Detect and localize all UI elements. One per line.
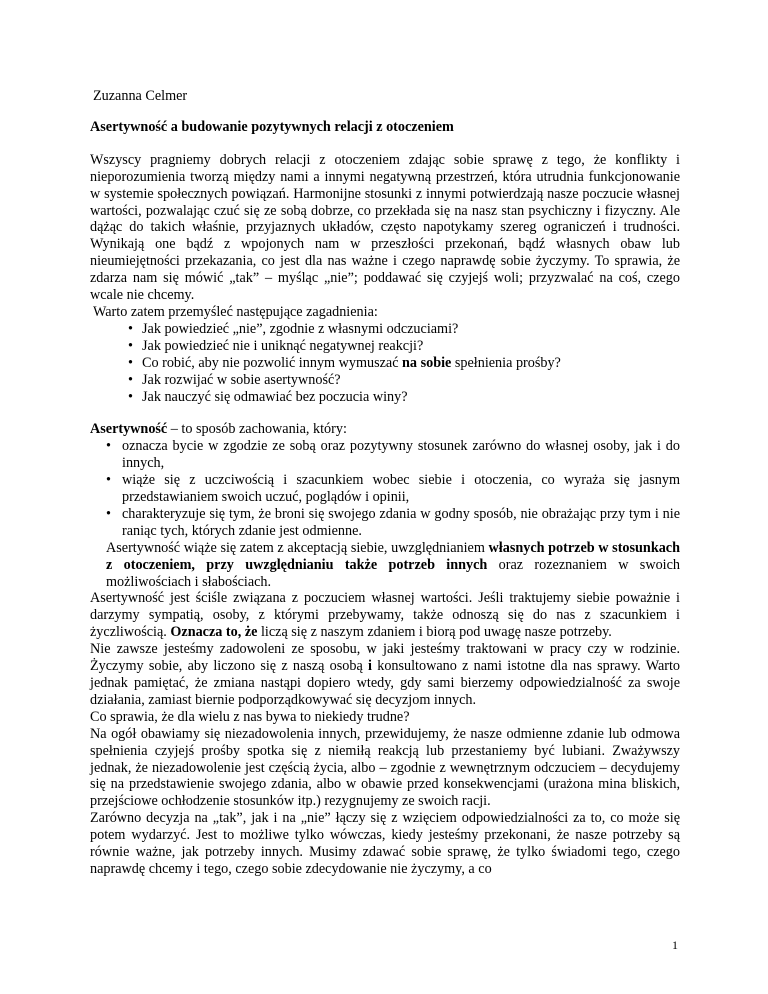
list-item: • wiąże się z uczciwością i szacunkiem wobec siebie i otoczenia, co wyraża się jasnym przedstawianiem swoich uczuć, poglądów i opinii,	[90, 472, 680, 506]
page-number: 1	[672, 938, 678, 952]
list-item: • Jak rozwijać w sobie asertywność?	[90, 372, 680, 389]
article-title: Asertywność a budowanie pozytywnych relacji z otoczeniem	[90, 118, 454, 135]
work-paragraph: Nie zawsze jesteśmy zadowoleni ze sposobu, w jaki jesteśmy traktowani w pracy czy w rodzinie. Życzymy sobie, aby liczono się z naszą osobą i konsultowano z nami istotne dla nas sprawy. Warto jednak pamiętać, że zmiana nastąpi dopiero wtedy, gdy sami bierzemy odpowiedzialność za swoje działania, zamiast biernie podporządkowywać się decyzjom innych.	[90, 641, 680, 708]
author-name: Zuzanna Celmer	[93, 88, 188, 104]
list-item: • oznacza bycie w zgodzie ze sobą oraz pozytywny stosunek zarówno do własnej osoby, jak i do innych,	[90, 438, 680, 472]
document-page	[90, 80, 680, 878]
acceptance-paragraph: Asertywność wiąże się zatem z akceptacją siebie, uwzględnianiem własnych potrzeb w stosunkach z otoczeniem, przy uwzględnianiu także potrzeb innych oraz rozeznaniem w swoich możliwościach i słabościach.	[106, 539, 680, 590]
decision-paragraph: Zarówno decyzja na „tak”, jak i na „nie” łączy się z wzięciem odpowiedzialności za to, co może się potem wydarzyć. Jest to możliwe tylko wówczas, kiedy jesteśmy przekonani, że nasze potrzeby są równie ważne, jak potrzeby innych. Musimy zdawać sobie sprawę, że tylko świadomi tego, czego naprawdę chcemy i tego, czego sobie zdecydowanie nie życzymy, a co	[90, 810, 680, 877]
list-item: • Jak powiedzieć nie i uniknąć negatywnej reakcji?	[90, 338, 680, 355]
intro-paragraph: Wszyscy pragniemy dobrych relacji z otoczeniem zdając sobie sprawę z tego, że konflikty i nieporozumienia tworzą między nami a innymi negatywną przestrzeń, która utrudnia funkcjonowanie w systemie społecznych powiązań. Harmonijne stosunki z innymi potwierdzają nasze poczucie własnej wartości, pozwalając czuć się ze sobą dobrze, co przekłada się na nasz stan psychiczny i fizyczny. Ale dążąc do takich właśnie, przyjaznych układów, często napotykamy szereg ograniczeń i trudności. Wynikają one bądź z wpojonych nam w przeszłości przekonań, bądź własnych obaw lub nieumiejętności przekazania, co jest dla nas ważne i czego naprawdę sobie życzymy. To sprawia, że zdarza nam się mówić „tak” – myśląc „nie”; poddawać się czyjejś woli; przyzwalać na coś, czego wcale nie chcemy.	[90, 151, 680, 304]
definition-list	[90, 438, 680, 539]
list-item: • Co robić, aby nie pozwolić innym wymuszać na sobie spełnienia prośby?	[90, 355, 680, 372]
questions-lead: Warto zatem przemyśleć następujące zagadnienia:	[93, 303, 378, 320]
list-item: • Jak powiedzieć „nie”, zgodnie z własnymi odczuciami?	[90, 321, 680, 338]
why-line: Co sprawia, że dla wielu z nas bywa to niekiedy trudne?	[90, 708, 410, 725]
list-item: • Jak nauczyć się odmawiać bez poczucia winy?	[90, 389, 680, 406]
definition-term: Asertywność	[90, 421, 168, 438]
definition-lead: Asertywność – to sposób zachowania, który:	[90, 421, 347, 438]
self-worth-paragraph: Asertywność jest ściśle związana z poczuciem własnej wartości. Jeśli traktujemy siebie poważnie i darzymy sympatią, osoby, z którymi przebywamy, także odnoszą się do nas z szacunkiem i życzliwością. Oznacza to, że liczą się z naszym zdaniem i biorą pod uwagę nasze potrzeby.	[90, 590, 680, 641]
fear-paragraph: Na ogół obawiamy się niezadowolenia innych, przewidujemy, że nasze odmienne zdanie lub odmowa spełnienia czyjejś prośby spotka się z niemiłą reakcją lub przestaniemy być lubiani. Zważywszy jednak, że niezadowolenie jest częścią życia, albo – zgodnie z wewnętrznym odczuciem – decydujemy się na przedstawienie swojego zdania, albo w obawie przed konsekwencjami (urażona mina bliskich, przejściowe ochłodzenie stosunków itp.) rezygnujemy ze swoich racji.	[90, 725, 680, 810]
questions-list	[90, 321, 680, 406]
list-item: • charakteryzuje się tym, że broni się swojego zdania w godny sposób, nie obrażając przy tym i nie raniąc tych, których zdanie jest odmienne.	[90, 506, 680, 540]
